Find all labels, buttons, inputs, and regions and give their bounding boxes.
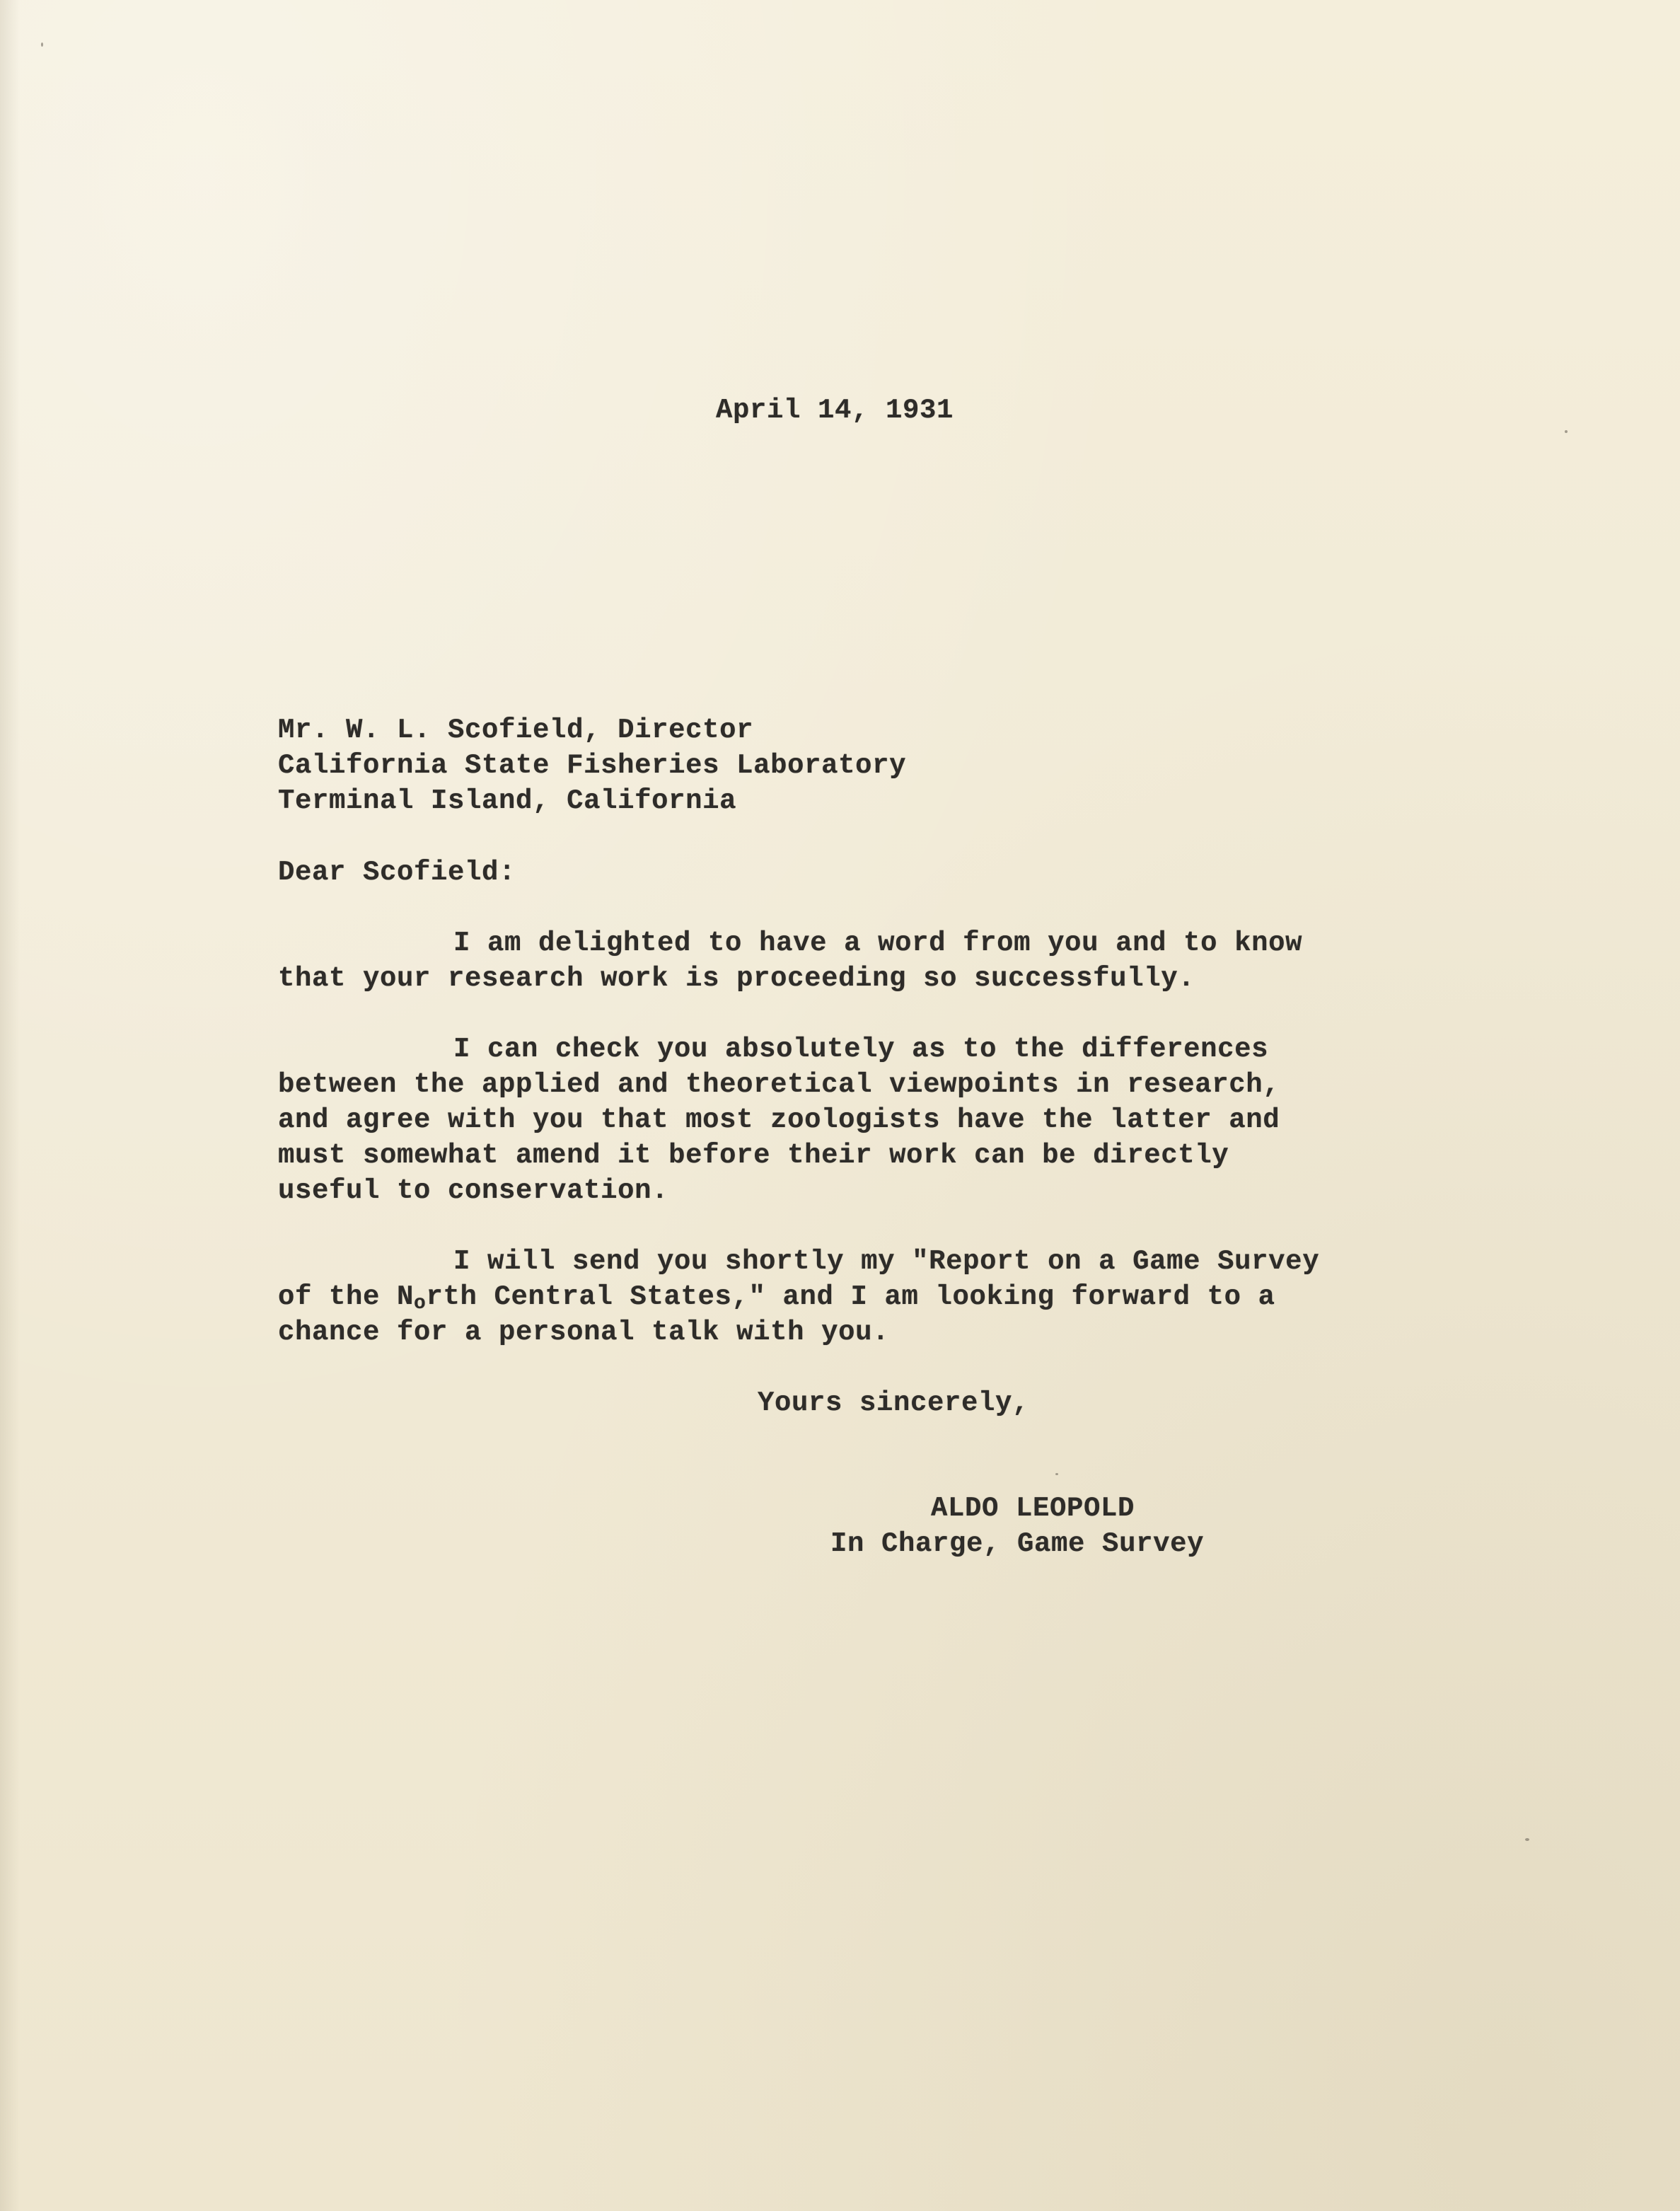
paragraph-1-line-2: that your research work is proceeding so successfully. bbox=[278, 963, 1195, 994]
recipient-line-1: Mr. W. L. Scofield, Director bbox=[278, 715, 754, 746]
paragraph-2-line-2: between the applied and theoretical viewpoints in research, bbox=[278, 1069, 1280, 1100]
paragraph-3-line-2-end: rth Central States," and I am looking forward to a bbox=[426, 1281, 1275, 1312]
closing: Yours sincerely, bbox=[758, 1387, 1030, 1419]
recipient-line-2: California State Fisheries Laboratory bbox=[278, 750, 907, 781]
paragraph-3-line-2-start: of the N bbox=[278, 1281, 415, 1312]
paragraph-2-line-4: must somewhat amend it before their work can be directly bbox=[278, 1140, 1229, 1171]
paragraph-2-line-3: and agree with you that most zoologists have the latter and bbox=[278, 1104, 1280, 1136]
signer-title: In Charge, Game Survey bbox=[830, 1528, 1205, 1559]
paper-speck bbox=[1055, 1473, 1058, 1475]
paragraph-3-line-1: I will send you shortly my "Report on a Game Survey bbox=[453, 1246, 1320, 1277]
letter-date: April 14, 1931 bbox=[716, 395, 954, 426]
paper-speck bbox=[1525, 1838, 1529, 1841]
paragraph-3-line-2-subscript: o bbox=[414, 1293, 427, 1315]
paper-speck bbox=[1565, 430, 1568, 433]
paragraph-1-line-1: I am delighted to have a word from you and to know bbox=[453, 928, 1303, 959]
recipient-line-3: Terminal Island, California bbox=[278, 785, 737, 816]
paragraph-3-line-3: chance for a personal talk with you. bbox=[278, 1317, 890, 1348]
paragraph-2-line-5: useful to conservation. bbox=[278, 1175, 669, 1206]
paper-speck bbox=[41, 42, 43, 47]
signer-name: ALDO LEOPOLD bbox=[931, 1493, 1135, 1524]
salutation: Dear Scofield: bbox=[278, 857, 516, 888]
paragraph-2-line-1: I can check you absolutely as to the differences bbox=[453, 1034, 1269, 1065]
